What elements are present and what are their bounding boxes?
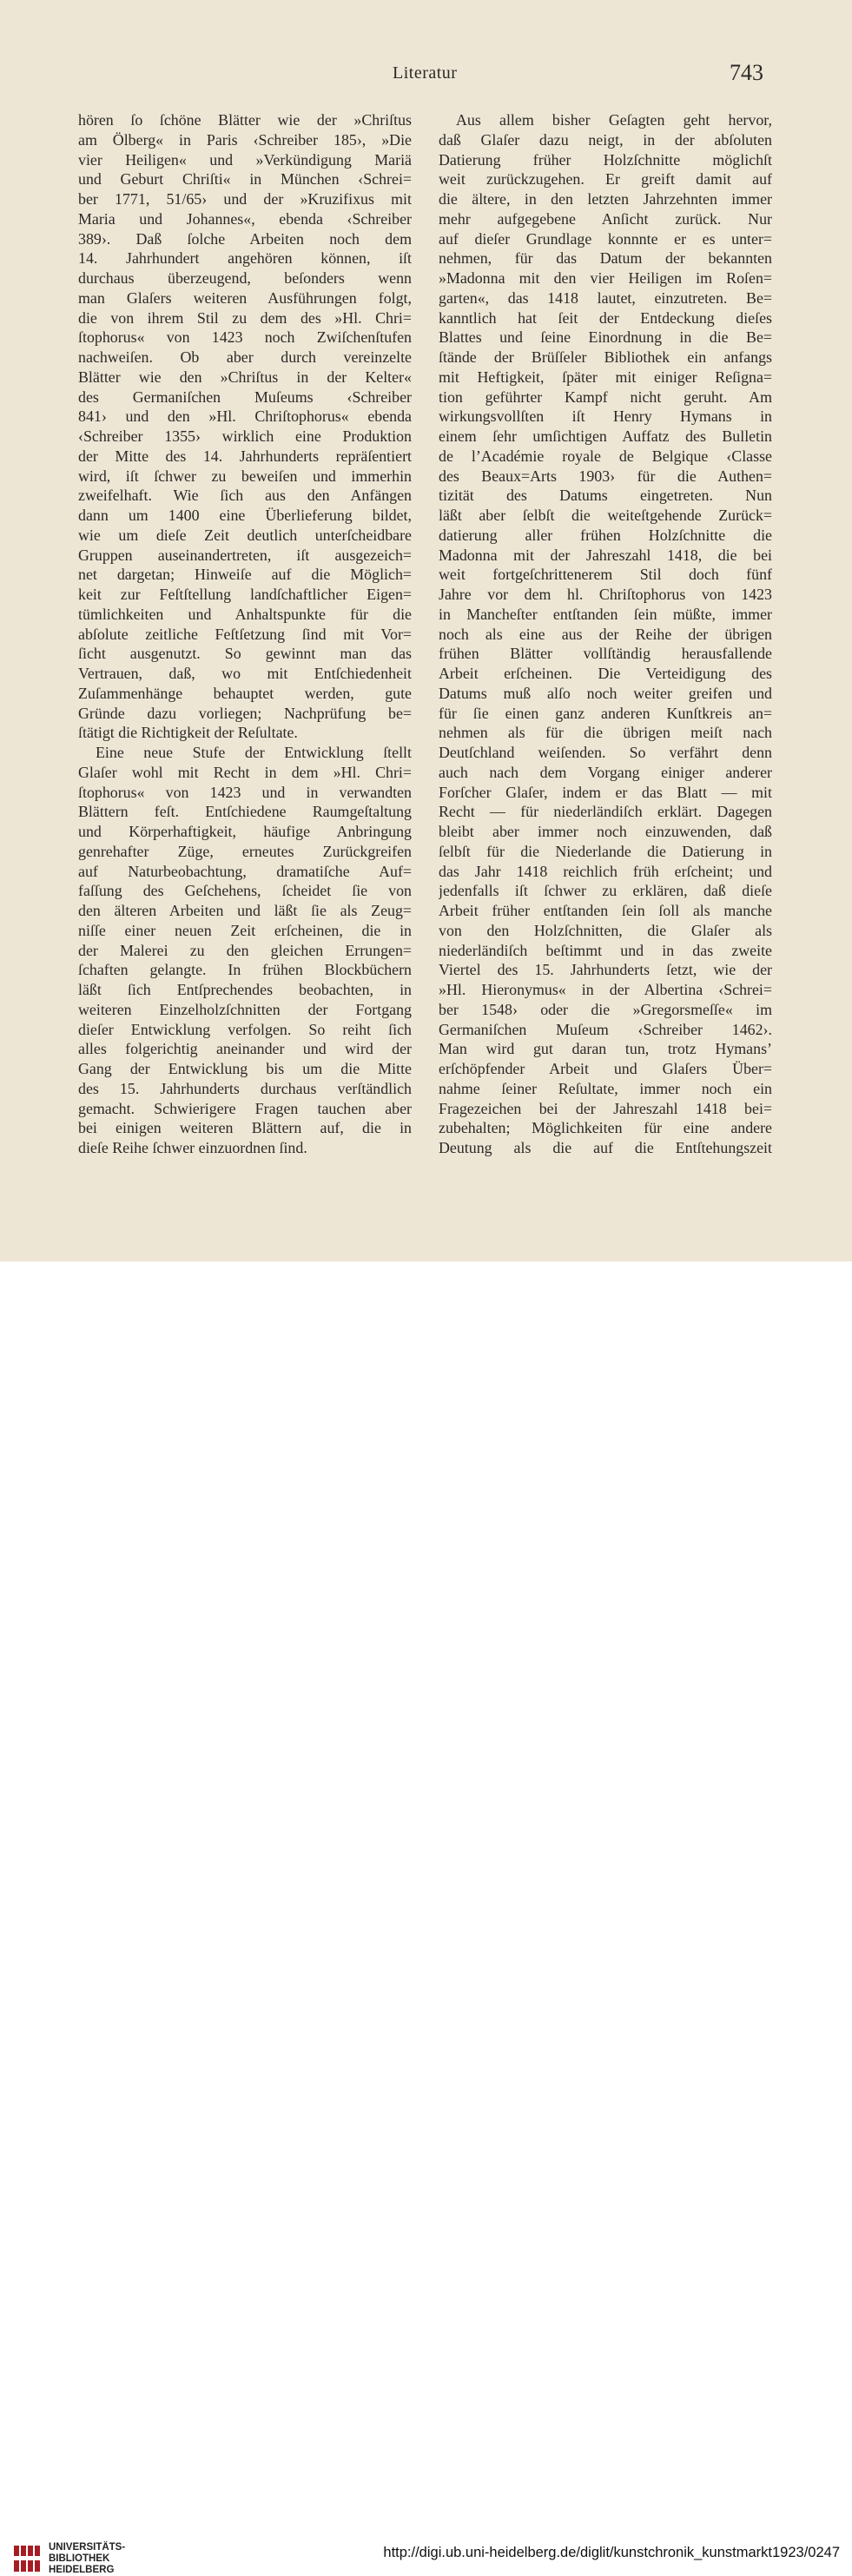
text-line: durchaus überzeugend, beſonders wenn [78,269,412,287]
text-line: den älteren Arbeiten und läßt ſie als Zeug= [78,902,412,919]
text-line: alles folgerichtig aneinander und wird der [78,1040,412,1058]
text-line: Arbeit erſcheinen. Die Verteidigung des [439,665,772,682]
text-line: ber 1771, 51/65› und der »Kruzifixus mit [78,190,412,208]
text-line: Eine neue Stufe der Entwicklung ſtellt [96,744,412,761]
text-line: weit zurückzugehen. Er greift damit auf [439,170,772,189]
scanned-page [0,0,852,1262]
page-number: 743 [730,60,763,85]
text-line: ſicht ausgenutzt. So gewinnt man das [78,645,412,663]
text-line: frühen Blätter vollſtändig herausfallende [439,645,772,663]
footer-bar [0,1262,852,2575]
text-line: niſſe einer neuen Zeit erſcheinen, die in [78,921,412,939]
text-line: von den Holzſchnitten, die Glaſer als [439,921,772,939]
text-line: datierung aller frühen Holzſchnitte die [439,526,772,544]
text-line: 389›. Daß ſolche Arbeiten noch dem [78,229,412,248]
text-line: Vertrauen, daß, wo mit Entſchiedenheit [78,665,412,682]
text-line: dieſe Reihe ſchwer einzuordnen ſind. [78,1139,307,1156]
library-line-3: HEIDELBERG [49,2565,115,2575]
text-line: net dargetan; Hinweiſe auf die Möglich= [78,566,412,584]
source-url[interactable]: http://digi.ub.uni-heidelberg.de/diglit/kunstchronik_kunstmarkt1923/0247 [383,2545,840,2560]
text-line: ſtände der Brüſſeler Bibliothek ein anfangs [439,348,772,366]
text-line: vier Heiligen« und »Verkündigung Mariä [78,150,412,169]
text-line: ſtophorus« von 1423 und in verwandten [78,783,412,801]
text-line: erſchöpfender Arbeit und Glaſers Über= [439,1060,772,1077]
library-line-2: BIBLIOTHEK [49,2553,110,2564]
library-name [49,2542,125,2576]
text-line: tion geführter Kampf nicht geruht. Am [439,387,772,406]
text-line: der Mitte des 14. Jahrhunderts repräſentiert [78,447,412,465]
text-line: Arbeit früher entſtanden ſein ſoll als manche [439,902,772,919]
text-line: hören ſo ſchöne Blätter wie der »Chriſtus [78,111,412,129]
text-line: Datums muß alſo noch weiter greifen und [439,684,772,702]
text-line: Aus allem bisher Geſagten geht hervor, [456,111,772,129]
text-line: man Glaſers weiteren Ausführungen folgt, [78,288,412,307]
text-line: ſelbſt für die Niederlande die Datierung in [439,842,772,860]
running-header-title: Literatur [393,63,458,83]
text-line: am Ölberg« in Paris ‹Schreiber 185›, »Die [78,130,412,149]
text-line: 841› und den »Hl. Chriſtophorus« ebenda [78,407,412,426]
text-line: in Mancheſter entſtanden ſein müßte, immer [439,605,772,623]
text-line: tizität des Datums eingetreten. Nun [439,487,772,505]
text-line: Madonna mit der Jahreszahl 1418, die bei [439,546,772,564]
text-line: nahme ſeiner Reſultate, immer noch ein [439,1079,772,1097]
text-line: ſtophorus« von 1423 noch Zwiſchenſtufen [78,328,412,347]
text-line: wirkungsvollſten iſt Henry Hymans in [439,407,772,426]
text-line: zubehalten; Möglichkeiten für eine andere [439,1119,772,1137]
text-line: Gang der Entwicklung bis um die Mitte [78,1060,412,1077]
library-line-1: UNIVERSITÄTS- [49,2542,126,2553]
text-line: läßt ſich Entſprechendes beobachten, in [78,981,412,998]
text-line: ber 1548› oder die »Gregorsmeſſe« im [439,1000,772,1018]
text-line: Fragezeichen bei der Jahreszahl 1418 bei= [439,1099,772,1117]
text-line: weit fortgeſchrittenerem Stil doch fünf [439,566,772,584]
text-line: auf dieſer Grundlage konnnte er es unter= [439,229,772,248]
university-library-logo-icon [12,2544,42,2573]
left-text-column [78,110,412,1158]
text-line: weiteren Einzelholzſchnitten der Fortgang [78,1000,412,1018]
text-line: bei einigen weiteren Blättern auf, die in [78,1119,412,1137]
text-line: und Geburt Chriſti« in München ‹Schrei= [78,170,412,189]
text-line: noch als eine aus der Reihe der übrigen [439,625,772,643]
text-line: nehmen als für die übrigen meiſt nach [439,724,772,742]
text-line: Maria und Johannes«, ebenda ‹Schreiber [78,209,412,228]
text-line: Blättern feſt. Entſchiedene Raumgeſtaltung [78,803,412,821]
text-line: dann um 1400 eine Überlieferung bildet, [78,507,412,524]
text-line: Deutung als die auf die Entſtehungszeit [439,1139,772,1156]
text-line: de l’Académie royale de Belgique ‹Classe [439,447,772,465]
text-line: dieſer Entwicklung verfolgen. So reiht ſich [78,1020,412,1038]
text-line: einem ſehr umſichtigen Auffatz des Bulletin [439,427,772,445]
text-line: abſolute zeitliche Feſtſetzung ſind mit Vor= [78,625,412,643]
text-line: des Germaniſchen Muſeums ‹Schreiber [78,387,412,406]
text-line: zweifelhaft. Wie ſich aus den Anfängen [78,487,412,505]
text-line: Viertel des 15. Jahrhunderts ſetzt, wie der [439,961,772,979]
text-line: bleibt aber immer noch einzuwenden, daß [439,823,772,840]
right-text-column [439,110,772,1158]
text-line: ſtätigt die Richtigkeit der Reſultate. [78,724,298,742]
text-line: auch nach dem Vorgang einiger anderer [439,763,772,781]
text-line: des 15. Jahrhunderts durchaus verſtändlich [78,1079,412,1097]
text-line: läßt aber ſelbſt die weiteſtgehende Zurück= [439,507,772,524]
text-line: 14. Jahrhundert angehören können, iſt [78,249,412,268]
text-line: Gruppen auseinandertreten, iſt ausgezeich= [78,546,412,564]
text-line: keit zur Feſtſtellung landſchaftlicher Eigen= [78,586,412,603]
text-line: genrehafter Züge, erneutes Zurückgreifen [78,842,412,860]
text-line: auf Naturbeobachtung, dramatiſche Auf= [78,862,412,880]
text-line: für ſie einen ganz anderen Kunſtkreis an= [439,704,772,722]
text-line: mit Heftigkeit, ſpäter mit einiger Reſigna= [439,368,772,386]
text-line: »Madonna mit den vier Heiligen im Roſen= [439,269,772,287]
text-line: jedenfalls iſt ſchwer zu erklären, daß dieſe [439,882,772,900]
text-line: ſchaften gelangte. In frühen Blockbüchern [78,961,412,979]
text-line: tümlichkeiten und Anhaltspunkte für die [78,605,412,623]
text-line: Glaſer wohl mit Recht in dem »Hl. Chri= [78,763,412,781]
text-line: kanntlich hat ſeit der Entdeckung dieſes [439,308,772,327]
text-line: garten«, das 1418 lautet, einzutreten. Be= [439,288,772,307]
text-line: Jahre vor dem hl. Chriſtophorus von 1423 [439,586,772,603]
text-line: Germaniſchen Muſeum ‹Schreiber 1462›. [439,1020,772,1038]
text-line: daß Glaſer dazu neigt, in der abſoluten [439,130,772,149]
text-line: nachweiſen. Ob aber durch vereinzelte [78,348,412,366]
text-line: Recht — für niederländiſch erklärt. Dagegen [439,803,772,821]
text-line: Man wird gut daran tun, trotz Hymans’ [439,1040,772,1058]
text-line: niederländiſch beſtimmt und in das zweite [439,941,772,959]
text-line: Forſcher Glaſer, indem er das Blatt — mit [439,783,772,801]
text-line: ‹Schreiber 1355› wirklich eine Produktion [78,427,412,445]
text-line: nehmen, für das Datum der bekannten [439,249,772,268]
text-line: Zuſammenhänge behauptet werden, gute [78,684,412,702]
text-line: und Körperhaftigkeit, häufige Anbringung [78,823,412,840]
text-line: »Hl. Hieronymus« in der Albertina ‹Schrei= [439,981,772,998]
text-line: Blätter wie den »Chriſtus in der Kelter« [78,368,412,386]
text-line: das Jahr 1418 reichlich früh erſcheint; und [439,862,772,880]
text-line: des Beaux=Arts 1903› für die Authen= [439,467,772,485]
text-line: gemacht. Schwierigere Fragen tauchen aber [78,1099,412,1117]
text-line: Blattes und ſeine Einordnung in die Be= [439,328,772,347]
text-line: wie um dieſe Zeit deutlich unterſcheidbare [78,526,412,544]
text-line: die von ihrem Stil zu dem des »Hl. Chri= [78,308,412,327]
text-line: Datierung früher Holzſchnitte möglichſt [439,150,772,169]
text-line: der Malerei zu den gleichen Errungen= [78,941,412,959]
text-line: Deutſchland weiſenden. So verfährt denn [439,744,772,761]
text-line: wird, iſt ſchwer zu beweiſen und immerhin [78,467,412,485]
text-line: mehr aufgegebene Anſicht zurück. Nur [439,209,772,228]
text-line: faſſung des Geſchehens, ſcheidet ſie von [78,882,412,900]
text-line: Gründe dazu vorliegen; Nachprüfung be= [78,704,412,722]
text-line: die ältere, in den letzten Jahrzehnten immer [439,190,772,208]
